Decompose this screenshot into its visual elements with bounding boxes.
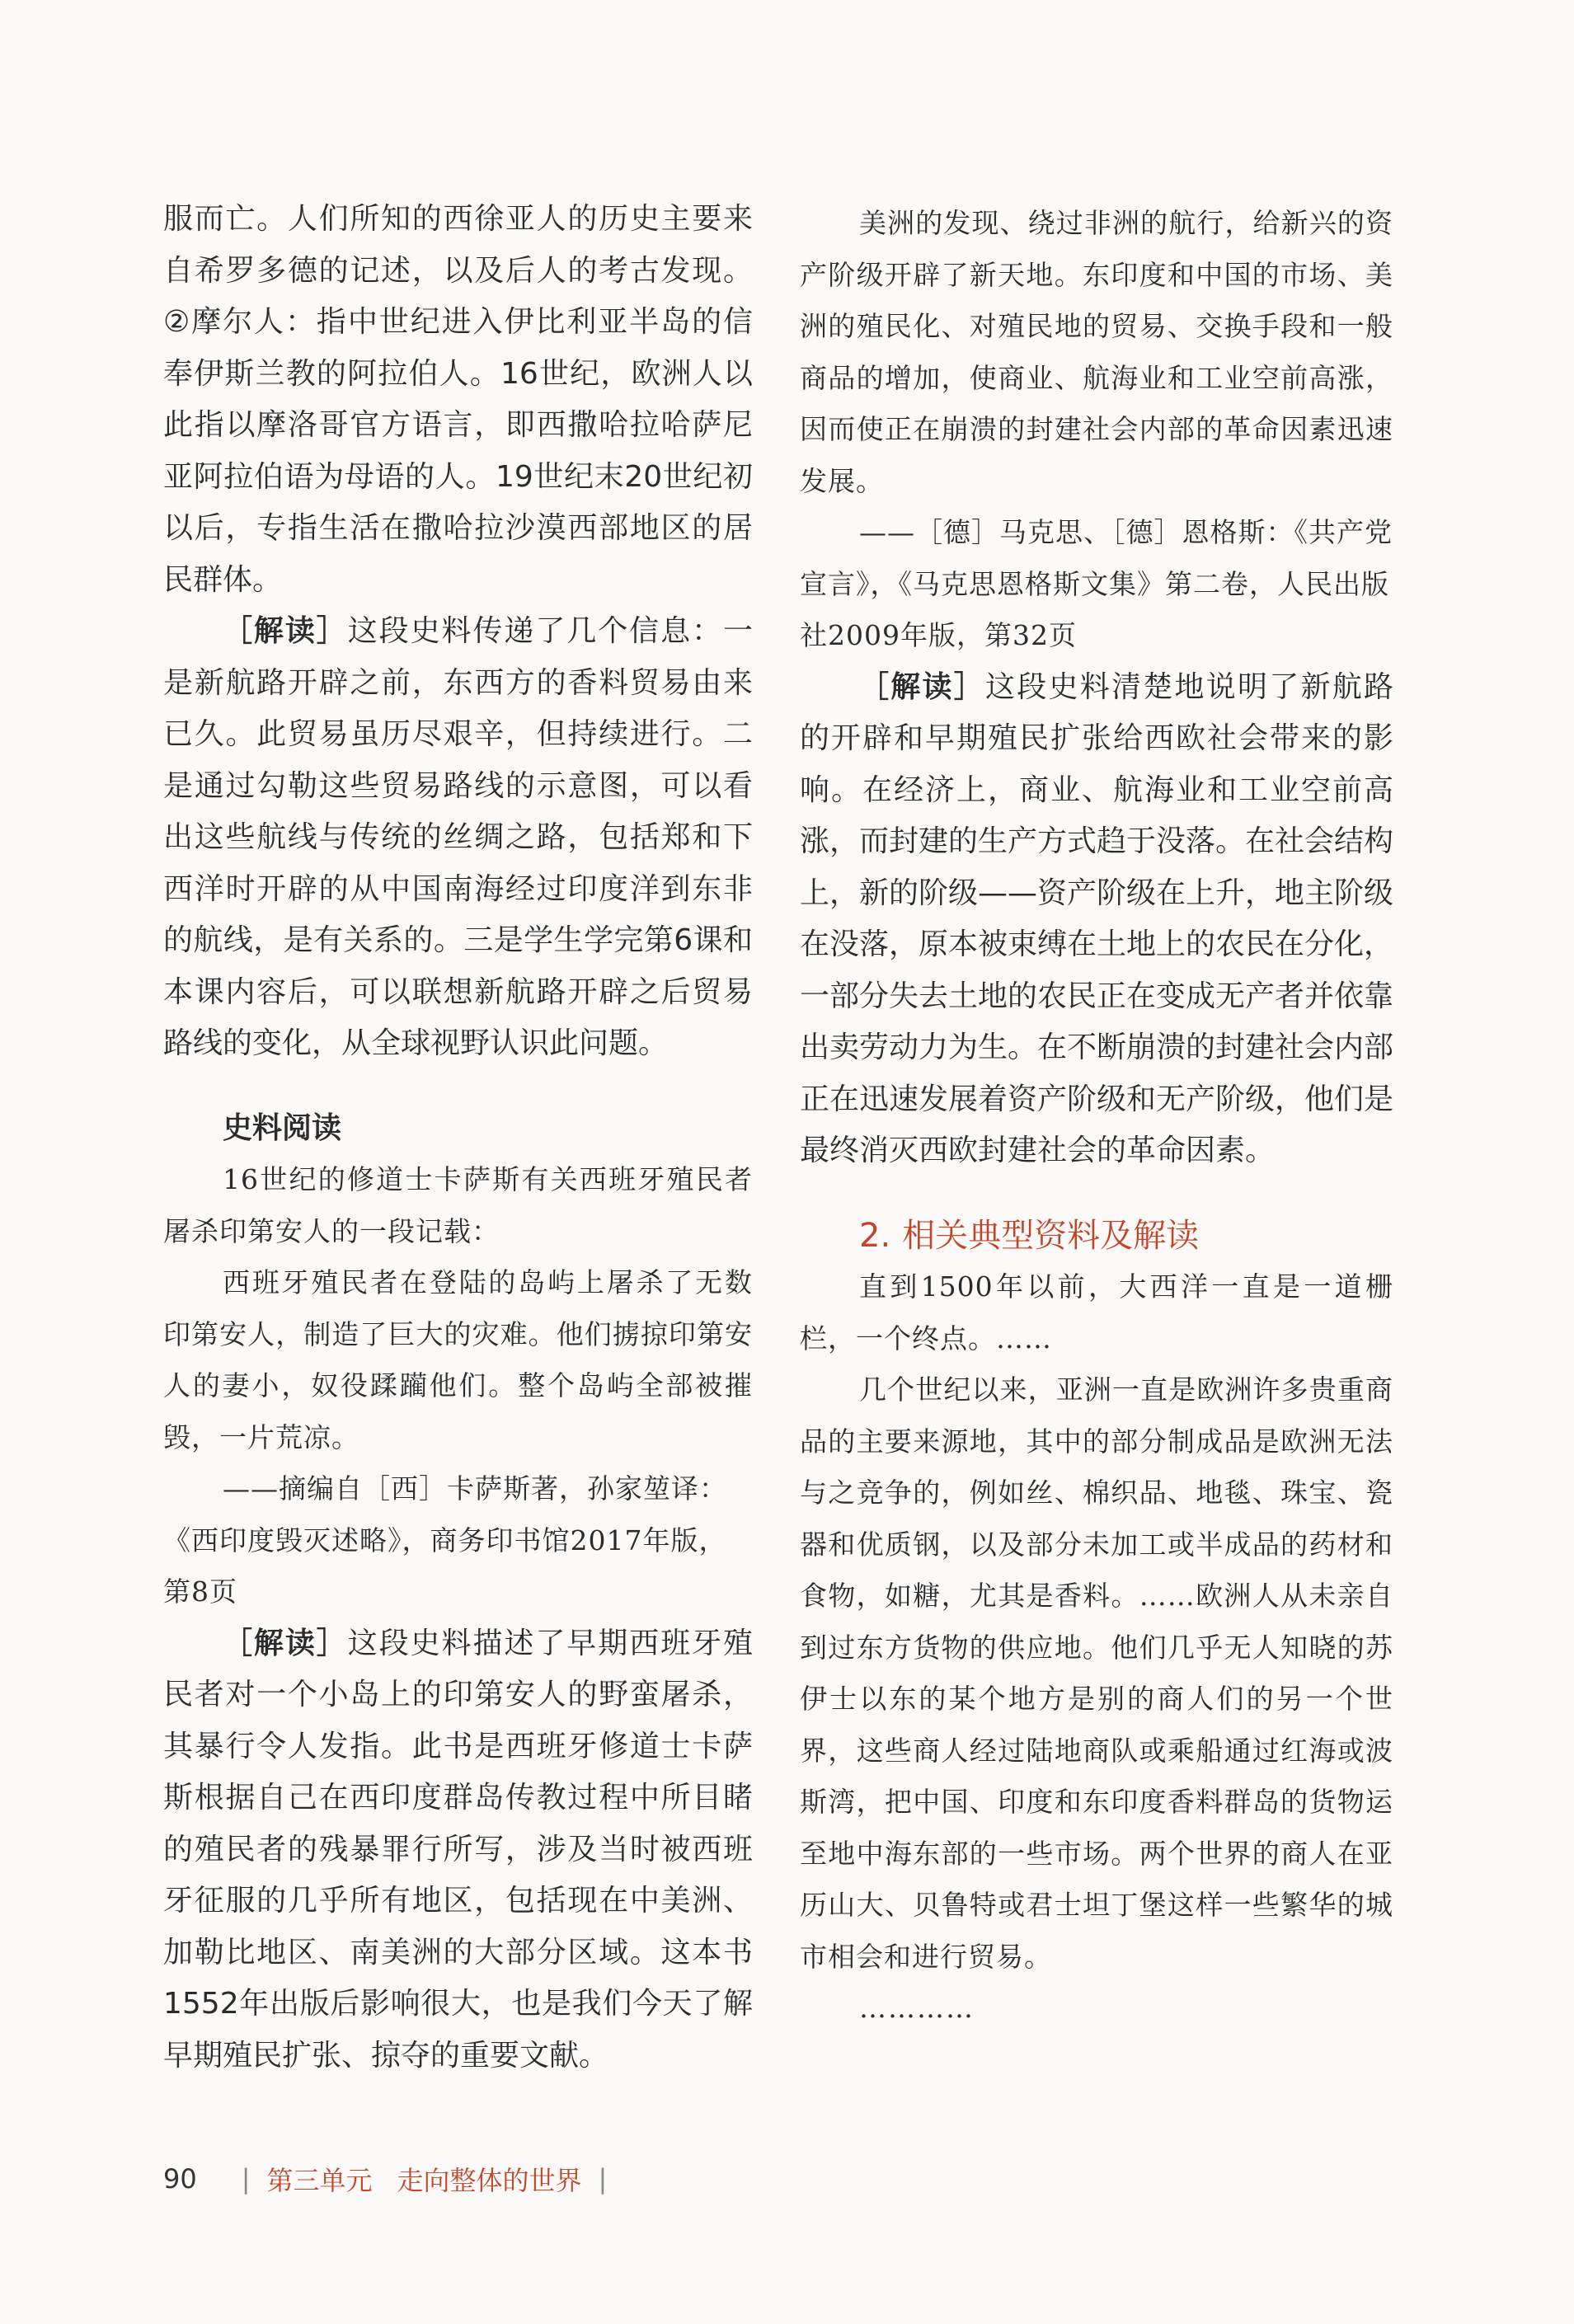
interpretation-text-2: 这段史料描述了早期西班牙殖民者对一个小岛上的印第安人的野蛮屠杀，其暴行令人发指。此书是西班牙修道士卡萨斯根据自己在西印度群岛传教过程中所目睹的殖民者的残暴罪行所写，涉及当时被西班牙征服的几乎所有地区，包括现在中美洲、加勒比地区、南美洲的大部分区域。这本书1552年出版后影响很大，也是我们今天了解早期殖民扩张、掠夺的重要文献。 — [163, 1626, 753, 2073]
interpretation-text-3: 这段史料清楚地说明了新航路的开辟和早期殖民扩张给西欧社会带来的影响。在经济上，商业、航海业和工业空前高涨，而封建的生产方式趋于没落。在社会结构上，新的阶级——资产阶级在上升，地主阶级在没落，原本被束缚在土地上的农民在分化，一部分失去土地的农民正在变成无产者并依靠出卖劳动力为生。在不断崩溃的封建社会内部正在迅速发展着资产阶级和无产阶级，他们是最终消灭西欧封建社会的革命因素。 — [800, 669, 1394, 1167]
asia-quote: 几个世纪以来，亚洲一直是欧洲许多贵重商品的主要来源地，其中的部分制成品是欧洲无法与之竞争的，例如丝、棉织品、地毯、珠宝、瓷器和优质钢，以及部分未加工或半成品的药材和食物，如糖，尤其是香料。……欧洲人从未亲自到过东方货物的供应地。他们几乎无人知晓的苏伊士以东的某个地方是别的商人们的另一个世界，这些商人经过陆地商队或乘船通过红海或波斯湾，把中国、印度和东印度香料群岛的货物运至地中海东部的一些市场。两个世界的商人在亚历山大、贝鲁特或君士坦丁堡这样一些繁华的城市相会和进行贸易。 — [800, 1373, 1393, 1973]
marx-quote: 美洲的发现、绕过非洲的航行，给新兴的资产阶级开辟了新天地。东印度和中国的市场、美洲的殖民化、对殖民地的贸易、交换手段和一般商品的增加，使商业、航海业和工业空前高涨，因而使正在崩溃的封建社会内部的革命因素迅速发展。 — [800, 207, 1393, 497]
interpretation-paragraph-1 — [163, 606, 753, 1070]
section-title: 相关典型资料及解读 — [902, 1216, 1200, 1255]
page-footer — [163, 2160, 623, 2198]
page-number: 90 — [163, 2163, 197, 2195]
footer-separator-right: | — [598, 2163, 608, 2195]
source-intro: 16世纪的修道士卡萨斯有关西班牙殖民者屠杀印第安人的一段记载： — [163, 1163, 753, 1247]
right-column — [800, 198, 1393, 2035]
unit-label: 第三单元 — [266, 2165, 373, 2196]
ellipsis: ………… — [859, 1992, 975, 2024]
interpretation-tag: ［解读］ — [223, 614, 348, 648]
marx-citation: ——［德］马克思、［德］恩格斯：《共产党宣言》，《马克思恩格斯文集》第二卷，人民出版社2009年版，第32页 — [800, 516, 1393, 651]
unit-title: 走向整体的世界 — [397, 2165, 582, 2196]
source-citation: ——摘编自［西］卡萨斯著，孙家堃译：《西印度毁灭述略》，商务印书馆2017年版，第8页 — [163, 1472, 727, 1608]
source-quote: 西班牙殖民者在登陆的岛屿上屠杀了无数印第安人，制造了巨大的灾难。他们掳掠印第安人的妻小，奴役蹂躏他们。整个岛屿全部被摧毁，一片荒凉。 — [163, 1266, 753, 1453]
interpretation-tag: ［解读］ — [859, 669, 985, 704]
section-heading — [859, 1210, 1393, 1262]
footnote-paragraph: 服而亡。人们所知的西徐亚人的历史主要来自希罗多德的记述，以及后人的考古发现。②摩尔人：指中世纪进入伊比利亚半岛的信奉伊斯兰教的阿拉伯人。16世纪，欧洲人以此指以摩洛哥官方语言，即西撒哈拉哈萨尼亚阿拉伯语为母语的人。19世纪末20世纪初以后，专指生活在撒哈拉沙漠西部地区的居民群体。 — [163, 202, 753, 597]
subheading-source-reading: 史料阅读 — [223, 1110, 342, 1145]
interpretation-paragraph-3 — [800, 662, 1393, 1177]
atlantic-quote: 直到1500年以前，大西洋一直是一道栅栏，一个终点。…… — [800, 1270, 1393, 1354]
interpretation-tag: ［解读］ — [223, 1626, 348, 1660]
interpretation-paragraph-2 — [163, 1618, 753, 2082]
footer-separator-left: | — [241, 2163, 251, 2195]
interpretation-text-1: 这段史料传递了几个信息：一是新航路开辟之前，东西方的香料贸易由来已久。此贸易虽历尽艰辛，但持续进行。二是通过勾勒这些贸易路线的示意图，可以看出这些航线与传统的丝绸之路，包括郑和下西洋时开辟的从中国南海经过印度洋到东非的航线，是有关系的。三是学生学完第6课和本课内容后，可以联想新航路开辟之后贸易路线的变化，从全球视野认识此问题。 — [163, 614, 753, 1060]
section-number: 2. — [859, 1216, 891, 1255]
left-column — [163, 194, 753, 2082]
